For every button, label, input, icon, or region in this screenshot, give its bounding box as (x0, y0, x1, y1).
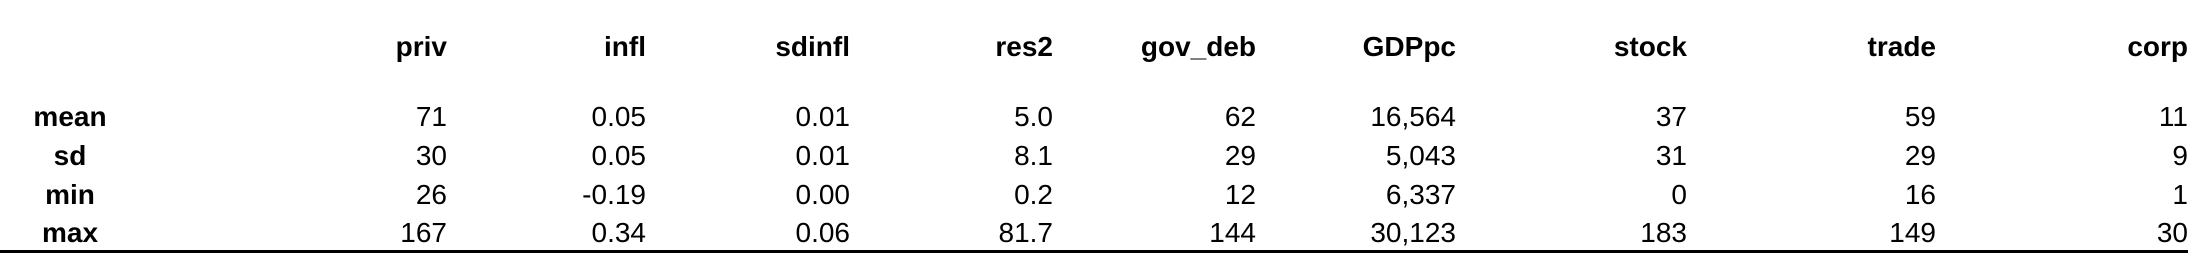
table-cell: 144 (1053, 212, 1256, 251)
column-header: priv (395, 31, 447, 62)
table-cell: 29 (1224, 140, 1256, 171)
row-label: mean (33, 101, 107, 132)
table-cell: 183 (1456, 212, 1687, 251)
row-label: sd (53, 140, 87, 171)
table-cell: 62 (1224, 101, 1256, 132)
column-header: GDPpc (1362, 31, 1456, 62)
table-cell: 16 (1904, 179, 1936, 210)
table-cell: 29 (1904, 140, 1936, 171)
table-cell: 0.01 (795, 140, 850, 171)
table-header-row (0, 0, 2188, 95)
row-label: max (0, 212, 140, 251)
table-cell: 30 (415, 140, 447, 171)
table-cell: 0.01 (795, 101, 850, 132)
table-cell: 0.05 (591, 140, 646, 171)
table-cell: 30 (1936, 212, 2188, 251)
table-cell: 1 (2172, 179, 2188, 210)
table-cell: 26 (415, 179, 447, 210)
table-cell: 9 (2172, 140, 2188, 171)
table-cell: 8.1 (1014, 140, 1053, 171)
table-cell: 16,564 (1370, 101, 1456, 132)
table-cell: 12 (1224, 179, 1256, 210)
table-row (0, 212, 2188, 251)
table-cell: 6,337 (1385, 179, 1456, 210)
table-cell: 37 (1655, 101, 1687, 132)
table-row (0, 95, 2188, 134)
column-header: corp (2127, 31, 2188, 62)
table-row (0, 173, 2188, 212)
table-row (0, 134, 2188, 173)
table-cell: 31 (1655, 140, 1687, 171)
table-cell: 11 (2158, 101, 2188, 132)
table-cell: 167 (140, 212, 447, 251)
table-cell: 0.00 (795, 179, 850, 210)
table-cell: 30,123 (1256, 212, 1456, 251)
header-corner-cell (0, 0, 140, 95)
column-header: trade (1867, 31, 1936, 62)
row-label: min (45, 179, 95, 210)
table-cell: 81.7 (850, 212, 1053, 251)
table-cell: 149 (1687, 212, 1936, 251)
table-cell: 0.05 (591, 101, 646, 132)
table-cell: 71 (415, 101, 447, 132)
table-cell: -0.19 (582, 179, 646, 210)
table-cell: 5,043 (1385, 140, 1456, 171)
column-header: infl (604, 31, 646, 62)
column-header: sdinfl (775, 31, 850, 62)
column-header: stock (1613, 31, 1687, 62)
table-cell: 0 (1671, 179, 1687, 210)
column-header: gov_deb (1140, 31, 1256, 62)
table-cell: 0.06 (646, 212, 850, 251)
table-cell: 5.0 (1014, 101, 1053, 132)
column-header: res2 (995, 31, 1053, 62)
table-cell: 0.34 (447, 212, 646, 251)
table-cell: 59 (1904, 101, 1936, 132)
table-cell: 0.2 (1014, 179, 1053, 210)
